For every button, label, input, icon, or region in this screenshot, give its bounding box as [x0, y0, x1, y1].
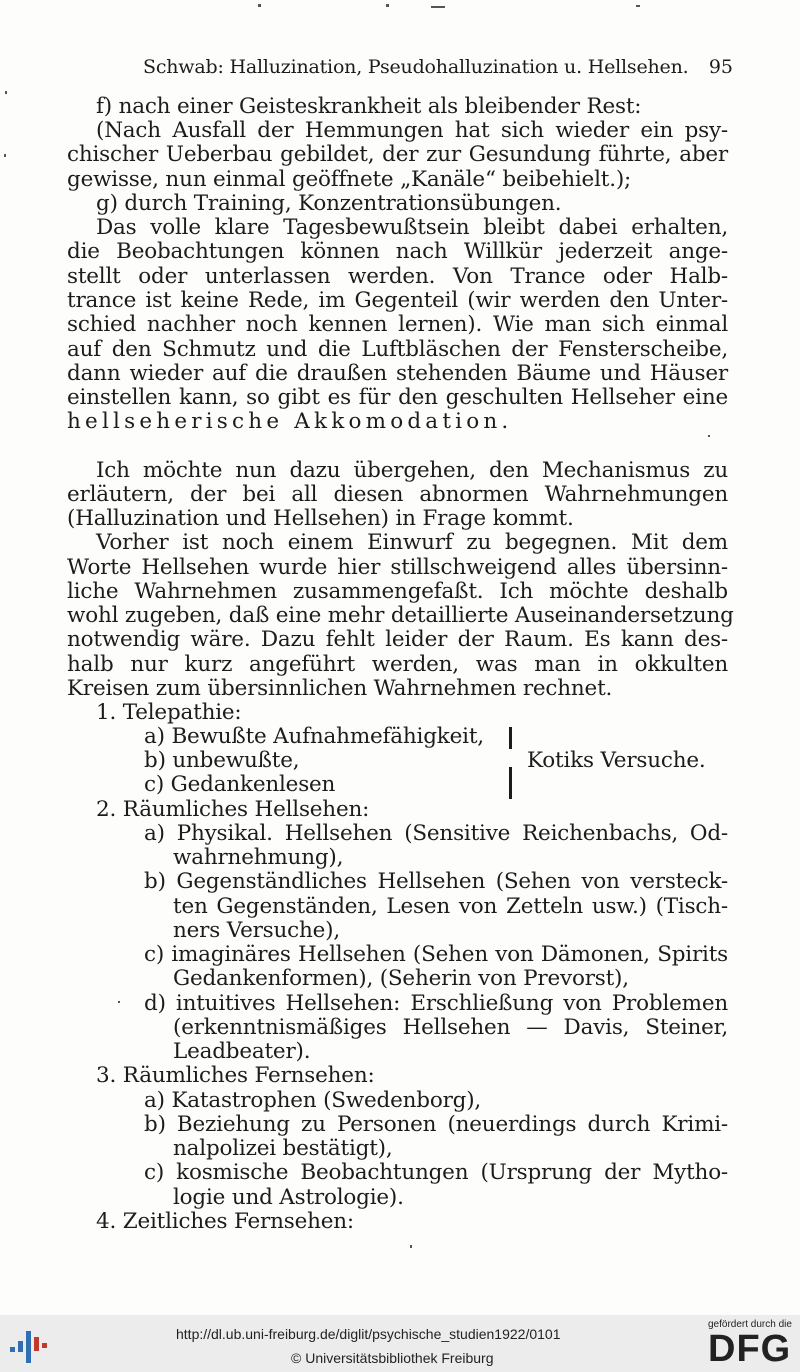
text-line: halb nur kurz angeführt werden, was man in okkulten [67, 652, 728, 677]
text-line: erläutern, der bei all diesen abnormen Wahrnehmungen [67, 482, 728, 507]
list-item-continued: Gedankenformen), (Seherin von Prevorst), [173, 966, 629, 991]
scan-speck [118, 1001, 120, 1003]
text-line: auf den Schmutz und die Luftbläschen der Fensterscheibe, [67, 337, 728, 362]
page-number: 95 [708, 56, 733, 78]
list-heading: 1. Telepathie: [96, 700, 242, 725]
list-item-continued: ners Versuche), [173, 918, 340, 943]
text-line: dann wieder auf die draußen stehenden Bäume und Häuser [67, 361, 728, 386]
brace-upper [509, 727, 512, 749]
text-line: Worte Hellsehen wurde hier stillschweigend alles übersinn- [67, 555, 728, 580]
sponsor-caption: gefördert durch die [708, 1319, 792, 1330]
text-line: gewisse, nun einmal geöffnete „Kanäle“ beibehielt.); [67, 167, 632, 192]
list-item-continued: ten Gegenständen, Lesen von Zetteln usw.) (Tisch- [173, 894, 728, 919]
text-line: Kreisen zum übersinnlichen Wahrnehmen rechnet. [67, 676, 613, 701]
text-line: einstellen kann, so gibt es für den geschulten Hellseher eine [67, 385, 728, 410]
list-heading: 2. Räumliches Hellsehen: [96, 797, 370, 822]
text-line: stellt oder unterlassen werden. Von Trance oder Halb- [67, 264, 728, 289]
list-heading: 4. Zeitliches Fernsehen: [96, 1209, 354, 1234]
scan-speck [636, 5, 640, 7]
list-heading: 3. Räumliches Fernsehen: [96, 1063, 375, 1088]
text-line: g) durch Training, Konzentrationsübungen. [96, 191, 562, 216]
copyright-text: © Universitätsbibliothek Freiburg [291, 1350, 494, 1366]
bracket-note: Kotiks Versuche. [527, 748, 706, 773]
list-item: d) intuitives Hellsehen: Erschließung von Problemen [144, 991, 728, 1016]
text-line: notwendig wäre. Dazu fehlt leider der Raum. Es kann des- [67, 627, 728, 652]
list-item-continued: (erkenntnismäßiges Hellsehen — Davis, Steiner, [173, 1015, 728, 1040]
text-line: (Nach Ausfall der Hemmungen hat sich wieder ein psy- [96, 118, 728, 143]
text-line: trance ist keine Rede, im Gegenteil (wir werden den Unter- [67, 288, 728, 313]
list-item: b) unbewußte, [144, 748, 300, 773]
scan-speck [386, 4, 389, 7]
scan-speck [410, 1245, 412, 1248]
list-item: b) Beziehung zu Personen (neuerdings durch Krimi- [144, 1112, 728, 1137]
emphasized-text-line: hellseherische Akkomodation. [67, 409, 513, 434]
text-line: schied nachher noch kennen lernen). Wie man sich einmal [67, 312, 728, 337]
text-line: die Beobachtungen können nach Willkür jederzeit ange- [67, 239, 728, 264]
viewer-footer [0, 1315, 800, 1372]
text-line: wohl zugeben, daß eine mehr detaillierte Auseinandersetzung [67, 603, 734, 628]
list-item: c) imaginäres Hellsehen (Sehen von Dämonen, Spirits [144, 942, 728, 967]
text-line: f) nach einer Geisteskrankheit als bleibender Rest: [96, 94, 642, 119]
source-url-link[interactable]: http://dl.ub.uni-freiburg.de/diglit/psychische_studien1922/0101 [176, 1326, 561, 1342]
list-item: a) Bewußte Aufnahmefähigkeit, [144, 724, 484, 749]
scan-speck [5, 91, 7, 94]
list-item-continued: logie und Astrologie). [173, 1185, 404, 1210]
text-line: Ich möchte nun dazu übergehen, den Mechanismus zu [96, 458, 728, 483]
scan-speck [431, 6, 445, 8]
scan-speck [258, 4, 261, 7]
running-title: Schwab: Halluzination, Pseudohalluzination u. Hellsehen. [143, 56, 689, 78]
brace-lower [509, 767, 512, 799]
scan-speck [4, 154, 6, 157]
text-line: liche Wahrnehmen zusammengefaßt. Ich möchte deshalb [67, 579, 728, 604]
list-item: b) Gegenständliches Hellsehen (Sehen von versteck- [144, 869, 728, 894]
list-item-continued: wahrnehmung), [173, 845, 344, 870]
list-item-continued: nalpolizei bestätigt), [173, 1136, 393, 1161]
list-item: c) kosmische Beobachtungen (Ursprung der Mytho- [144, 1160, 728, 1185]
text-line: Vorher ist noch einem Einwurf zu begegnen. Mit dem [96, 530, 728, 555]
list-item: a) Physikal. Hellsehen (Sensitive Reichenbachs, Od- [144, 821, 728, 846]
dfg-logo: DFG [708, 1328, 792, 1370]
text-line: (Halluzination und Hellsehen) in Frage kommt. [67, 506, 574, 531]
text-line: chischer Ueberbau gebildet, der zur Gesundung führte, aber [67, 142, 728, 167]
scan-speck [708, 435, 710, 437]
list-item-continued: Leadbeater). [173, 1039, 311, 1064]
list-item: a) Katastrophen (Swedenborg), [144, 1088, 482, 1113]
ub-freiburg-logo-icon [8, 1323, 52, 1365]
list-item: c) Gedankenlesen [144, 772, 336, 797]
text-line: Das volle klare Tagesbewußtsein bleibt dabei erhalten, [96, 215, 728, 240]
